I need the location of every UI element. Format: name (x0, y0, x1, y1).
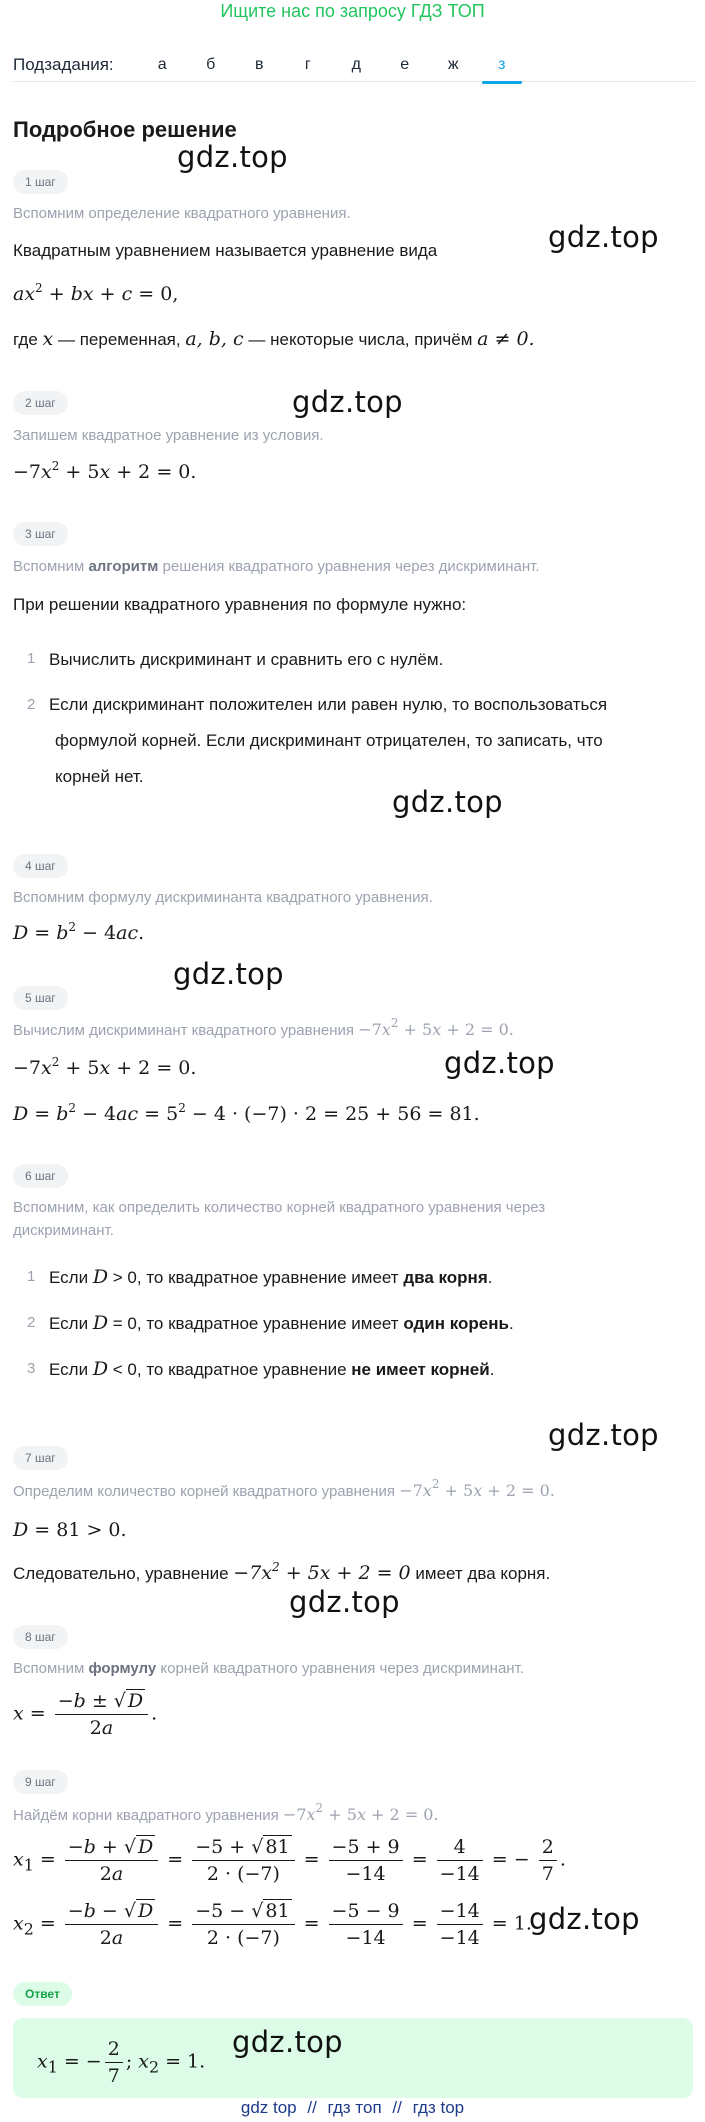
list-item: Если D > 0, то квадратное уравнение имеет два корня. (49, 1266, 493, 1288)
conclusion-text: Следовательно, уравнение (13, 1564, 229, 1583)
root-x1-calc: $x_1$ = $\frac{-b + √ D}{2a}$ = $\frac{-5 + √ 81}{2 \cdot (-7)}$ = $\frac{-5 + 9}{-14}$ = $\frac{4}{-14}$ = − $\frac{2}{7}$ . (13, 1836, 566, 1885)
tab-e[interactable]: е (400, 55, 410, 73)
watermark: gdz.top (392, 785, 503, 819)
watermark: gdz.top (444, 1046, 555, 1080)
list-item: формулой корней. Если дискриминант отрицателен, то записать, что (55, 731, 603, 750)
hint-bold: алгоритм (88, 558, 159, 575)
hint-text: Вспомним (13, 558, 85, 575)
list-item: Если D = 0, то квадратное уравнение имеет один корень. (49, 1312, 514, 1334)
item-text: Если (49, 1360, 89, 1379)
note-text: — переменная, (58, 330, 181, 349)
step-hint: Вспомним определение квадратного уравнения. (13, 205, 351, 222)
step-badge: 3 шаг (13, 522, 68, 546)
discriminant-calc: $D = b^2 - 4ac = 5^2 - 4 \cdot (-7) \cdot 2 = 25 + 56 = 81$. (13, 1101, 480, 1125)
item-bold: один корень (403, 1314, 509, 1333)
note-text: — некоторые числа, причём (248, 330, 473, 349)
list-item: Если дискриминант положителен или равен нулю, то воспользоваться (49, 695, 608, 714)
tab-a[interactable]: а (157, 55, 167, 73)
note-text: где (13, 330, 38, 349)
answer-badge: Ответ (13, 1982, 72, 2006)
step-badge: 5 шаг (13, 986, 68, 1010)
tab-v[interactable]: в (255, 55, 264, 73)
footer-separator: // (307, 2098, 317, 2117)
list-number: 2 (27, 696, 36, 713)
step-badge: 8 шаг (13, 1625, 68, 1649)
watermark: gdz.top (529, 1902, 640, 1936)
answer-math: $x_1$ = − $\frac{2}{7}$ ; $x_2 = 1$. (37, 2038, 206, 2087)
watermark: gdz.top (177, 140, 288, 174)
subtasks-label: Подзадания: (13, 54, 114, 74)
watermark: gdz.top (173, 957, 284, 991)
tab-d[interactable]: д (351, 55, 361, 73)
footer-links (0, 2098, 705, 2118)
item-text: , то квадратное уравнение имеет (136, 1314, 399, 1333)
list-item: Вычислить дискриминант и сравнить его с нулём. (49, 650, 444, 669)
page-title: Подробное решение (13, 117, 237, 142)
item-text: , то квадратное уравнение имеет (136, 1268, 399, 1287)
definition-note: где x — переменная, a, b, c — некоторые числа, причём a ≠ 0. (13, 328, 535, 350)
discriminant-formula: $D = b^2 - 4ac$. (13, 920, 145, 944)
roots-formula: x = $\frac{-b \pm √ D}{2a}$ . (13, 1690, 158, 1739)
step-badge: 6 шаг (13, 1164, 68, 1188)
list-number: 2 (27, 1314, 36, 1331)
watermark: gdz.top (548, 1418, 659, 1452)
footer-link[interactable]: gdz top (240, 2098, 297, 2117)
item-text: Если (49, 1314, 89, 1333)
hint-text: Найдём корни квадратного уравнения (13, 1807, 279, 1824)
step-hint: Найдём корни квадратного уравнения $-7x^2 + 5x + 2 = 0$. (13, 1801, 439, 1824)
tab-b[interactable]: б (206, 55, 216, 73)
watermark: gdz.top (289, 1585, 400, 1619)
general-equation: $ax^2$ + bx + c = 0, (13, 281, 179, 305)
item-bold: два корня (403, 1268, 488, 1287)
item-text: , то квадратное уравнение (136, 1360, 347, 1379)
step-hint (13, 557, 540, 577)
step-badge: 7 шаг (13, 1446, 68, 1470)
subtasks-tabs (138, 50, 526, 80)
item-text: Если (49, 1268, 89, 1287)
list-item: корней нет. (55, 767, 144, 786)
step-hint: Запишем квадратное уравнение из условия. (13, 427, 324, 444)
search-banner: Ищите нас по запросу ГДЗ ТОП (220, 1, 485, 21)
given-equation: $-7x^2 + 5x + 2 = 0$. (13, 459, 197, 483)
watermark: gdz.top (292, 385, 403, 419)
discriminant-result: D = 81 > 0. (13, 1519, 127, 1541)
hint-text: решения квадратного уравнения через дискриминант. (162, 558, 540, 575)
list-number: 1 (27, 650, 36, 667)
step-badge: 9 шаг (13, 1770, 68, 1794)
watermark: gdz.top (232, 2025, 343, 2059)
tab-z[interactable]: з (478, 50, 527, 80)
step-badge: 4 шаг (13, 854, 68, 878)
step-hint (13, 1659, 524, 1679)
conclusion-text: имеет два корня. (415, 1564, 551, 1583)
step-hint: Вычислим дискриминант квадратного уравнения $-7x^2 + 5x + 2 = 0$. (13, 1016, 514, 1039)
hint-text: Вычислим дискриминант квадратного уравнения (13, 1022, 355, 1039)
equation: $-7x^2 + 5x + 2 = 0$. (13, 1055, 197, 1079)
tab-g[interactable]: г (304, 55, 311, 73)
conclusion: Следовательно, уравнение $-7x^2 + 5x + 2 = 0$ имеет два корня. (13, 1560, 551, 1584)
step-badge: 1 шаг (13, 170, 68, 194)
step-badge: 2 шаг (13, 391, 68, 415)
step-text: Квадратным уравнением называется уравнение вида (13, 241, 438, 260)
subtasks-bar (13, 48, 695, 82)
step-hint: Вспомним, как определить количество корней квадратного уравнения через (13, 1199, 546, 1216)
list-number: 3 (27, 1360, 36, 1377)
step-text: При решении квадратного уравнения по формуле нужно: (13, 595, 467, 614)
list-number: 1 (27, 1268, 36, 1285)
list-item: Если D < 0, то квадратное уравнение не имеет корней. (49, 1358, 495, 1380)
hint-text: Вспомним (13, 1660, 85, 1677)
hint-bold: формулу (88, 1660, 157, 1677)
item-bold: не имеет корней (351, 1360, 490, 1379)
tab-zh[interactable]: ж (447, 55, 459, 73)
step-hint: дискриминант. (13, 1222, 114, 1239)
root-x2-calc: $x_2$ = $\frac{-b - √ D}{2a}$ = $\frac{-5 - √ 81}{2 \cdot (-7)}$ = $\frac{-5 - 9}{-14}$ = $\frac{-14}{-14}$ = 1. (13, 1900, 532, 1949)
step-hint: Вспомним формулу дискриминанта квадратного уравнения. (13, 889, 433, 906)
hint-text: Определим количество корней квадратного уравнения (13, 1483, 396, 1500)
footer-link[interactable]: гдз топ (327, 2098, 382, 2117)
hint-text: корней квадратного уравнения через дискриминант. (160, 1660, 524, 1677)
footer-link[interactable]: гдз top (412, 2098, 465, 2117)
watermark: gdz.top (548, 220, 659, 254)
step-hint: Определим количество корней квадратного уравнения $-7x^2 + 5x + 2 = 0$. (13, 1477, 555, 1500)
answer-box (13, 2018, 693, 2098)
footer-separator: // (392, 2098, 402, 2117)
